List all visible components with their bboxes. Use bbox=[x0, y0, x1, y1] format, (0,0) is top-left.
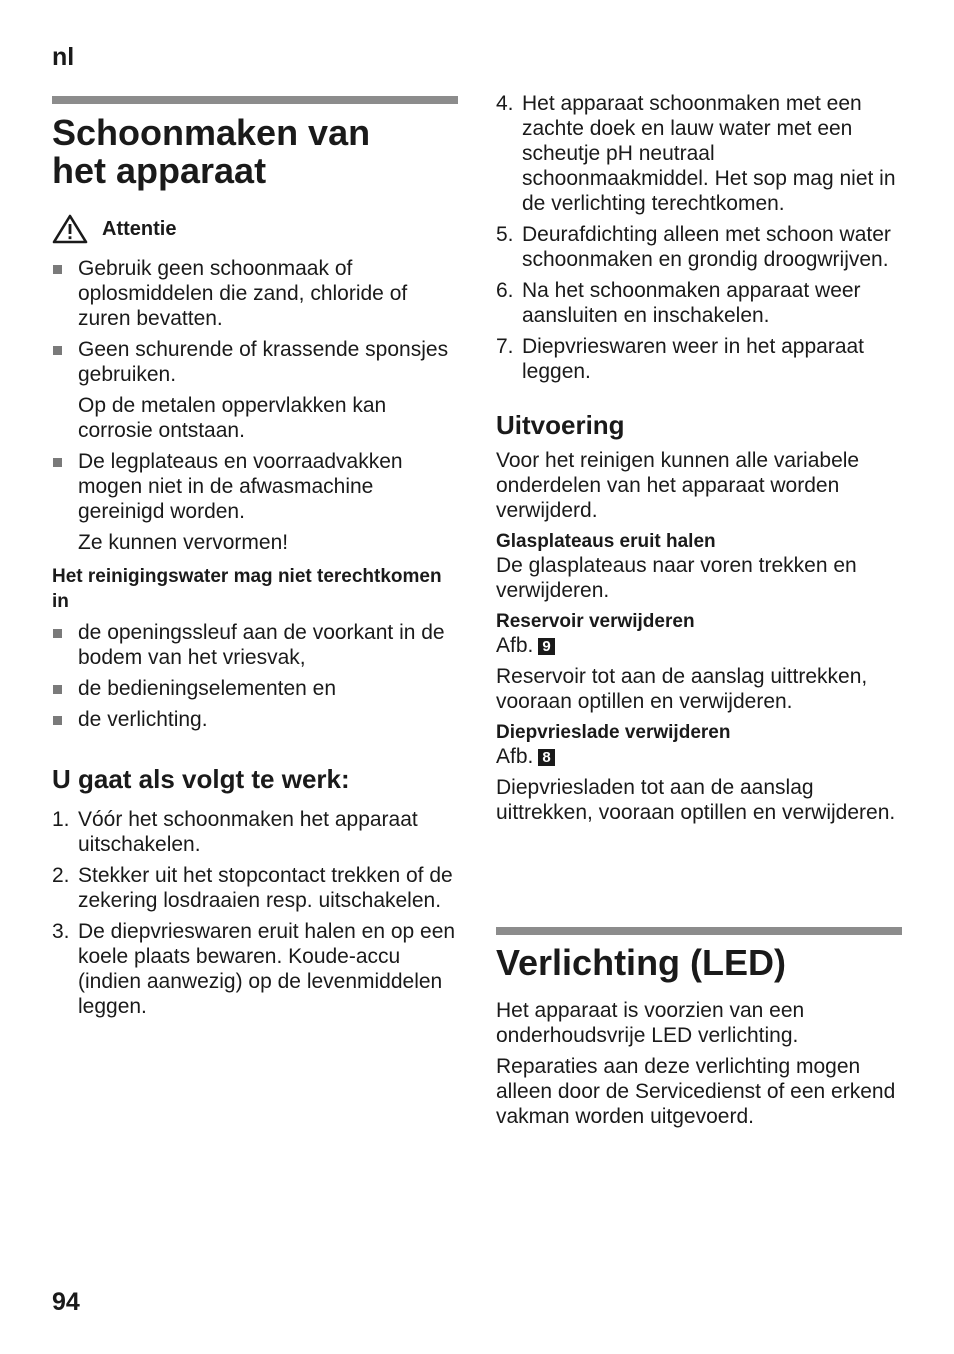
lighting-title: Verlichting (LED) bbox=[496, 942, 787, 983]
caution-list bbox=[52, 256, 458, 387]
section-rule bbox=[496, 927, 902, 935]
section-rule bbox=[52, 96, 458, 104]
cleaning-title bbox=[52, 114, 370, 190]
caution-heading bbox=[52, 214, 176, 244]
caution-list-block bbox=[52, 256, 458, 1025]
step-number: 3. bbox=[52, 920, 70, 943]
water-heading: Het reinigingswater mag niet terechtkomen in bbox=[52, 566, 442, 612]
lighting-p1: Het apparaat is voorzien van een onderhoudsvrije LED verlichting. bbox=[496, 999, 805, 1047]
drawer-heading: Diepvrieslade verwijderen bbox=[496, 722, 731, 743]
step-text: Na het schoonmaken apparaat weer aansluiten en inschakelen. bbox=[522, 279, 861, 327]
note-text: Ze kunnen vervormen! bbox=[78, 531, 289, 554]
step-text: Deurafdichting alleen met schoon water schoonmaken en grondig droogwrijven. bbox=[522, 223, 891, 271]
list-item bbox=[496, 334, 902, 384]
reservoir-figure-ref bbox=[496, 633, 902, 658]
list-item bbox=[52, 919, 458, 1019]
cleaning-title-line1: Schoonmaken van bbox=[52, 112, 371, 153]
step-number: 5. bbox=[496, 223, 514, 246]
list-item: de verlichting. bbox=[52, 707, 458, 732]
list-item: de bedieningselementen en bbox=[52, 676, 458, 701]
list-item bbox=[496, 222, 902, 272]
step-text: Het apparaat schoonmaken met een zachte doek en lauw water met een scheutje pH neutraal schoonmaakmiddel. Het sop mag niet in de verlichting terechtkomen. bbox=[522, 92, 896, 215]
language-label: nl bbox=[52, 43, 75, 71]
list-item bbox=[496, 91, 902, 216]
list-item: De legplateaus en voorraadvakken mogen niet in de afwasmachine gereinigd worden. bbox=[52, 449, 458, 524]
drawer-figure-ref bbox=[496, 744, 902, 769]
step-text: De diepvrieswaren eruit halen en op een koele plaats bewaren. Koude-accu (indien aanwezig) op de levenmiddelen leggen. bbox=[78, 920, 456, 1018]
water-list bbox=[52, 620, 458, 732]
note-text: Op de metalen oppervlakken kan corrosie ontstaan. bbox=[78, 394, 387, 442]
uitvoering-heading: Uitvoering bbox=[496, 410, 625, 440]
caution-list-2 bbox=[52, 449, 458, 524]
figure-label: Afb. bbox=[496, 745, 534, 768]
list-item bbox=[52, 807, 458, 857]
uitvoering-intro: Voor het reinigen kunnen alle variabele onderdelen van het apparaat worden verwijderd. bbox=[496, 449, 860, 522]
lighting-title-block bbox=[496, 944, 786, 982]
glass-text: De glasplateaus naar voren trekken en verwijderen. bbox=[496, 554, 857, 602]
list-item: Gebruik geen schoonmaak of oplosmiddelen die zand, chloride of zuren bevatten. bbox=[52, 256, 458, 331]
glass-heading: Glasplateaus eruit halen bbox=[496, 531, 716, 552]
list-item: de openingssleuf aan de voorkant in de bodem van het vriesvak, bbox=[52, 620, 458, 670]
steps-heading: U gaat als volgt te werk: bbox=[52, 764, 350, 794]
step-text: Vóór het schoonmaken het apparaat uitschakelen. bbox=[78, 808, 418, 856]
step-number: 6. bbox=[496, 279, 514, 302]
step-text: Diepvrieswaren weer in het apparaat leggen. bbox=[522, 335, 865, 383]
figure-number-badge: 9 bbox=[538, 638, 554, 655]
step-number: 1. bbox=[52, 808, 70, 831]
step-number: 2. bbox=[52, 864, 70, 887]
step-number: 7. bbox=[496, 335, 514, 358]
list-item bbox=[496, 278, 902, 328]
caution-label: Attentie bbox=[102, 217, 177, 240]
page-number: 94 bbox=[52, 1288, 80, 1316]
drawer-text: Diepvriesladen tot aan de aanslag uittrekken, vooraan optillen en verwijderen. bbox=[496, 776, 896, 824]
figure-label: Afb. bbox=[496, 634, 534, 657]
list-item bbox=[52, 863, 458, 913]
step-number: 4. bbox=[496, 92, 514, 115]
warning-icon bbox=[52, 214, 88, 244]
list-item: Geen schurende of krassende sponsjes gebruiken. bbox=[52, 337, 458, 387]
steps-continued bbox=[496, 91, 902, 831]
figure-number-badge: 8 bbox=[538, 749, 554, 766]
lighting-body bbox=[496, 998, 902, 1135]
step-text: Stekker uit het stopcontact trekken of de zekering losdraaien resp. uitschakelen. bbox=[78, 864, 453, 912]
cleaning-title-line2: het apparaat bbox=[52, 150, 267, 191]
steps-list-right bbox=[496, 91, 902, 384]
steps-list-left bbox=[52, 807, 458, 1019]
reservoir-heading: Reservoir verwijderen bbox=[496, 611, 695, 632]
lighting-p2: Reparaties aan deze verlichting mogen alleen door de Servicedienst of een erkend vakman worden uitgevoerd. bbox=[496, 1055, 896, 1128]
reservoir-text: Reservoir tot aan de aanslag uittrekken, vooraan optillen en verwijderen. bbox=[496, 665, 868, 713]
